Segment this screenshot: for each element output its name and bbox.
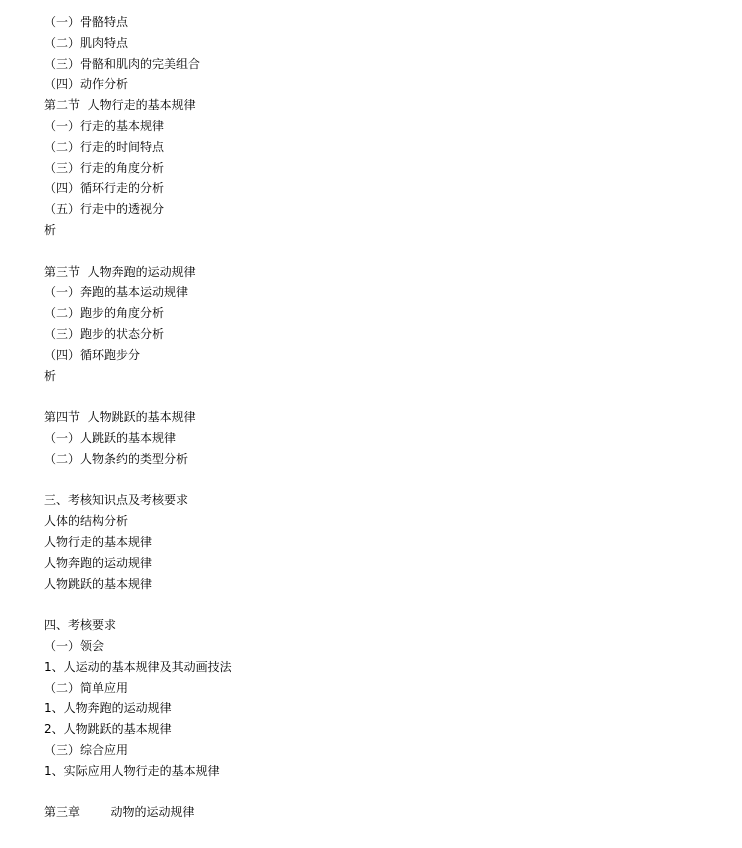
list-item: 人物跳跃的基本规律 bbox=[44, 576, 153, 591]
list-item: （三）跑步的状态分析 bbox=[44, 326, 165, 341]
list-item: （三）综合应用 bbox=[44, 742, 129, 757]
list-item: 1、实际应用人物行走的基本规律 bbox=[44, 763, 220, 778]
blank-line bbox=[44, 781, 724, 802]
list-item: （二）简单应用 bbox=[44, 680, 129, 695]
blank-line bbox=[44, 386, 724, 407]
blank-line bbox=[44, 594, 724, 615]
document-body bbox=[44, 12, 724, 823]
list-item: （三）骨骼和肌肉的完美组合 bbox=[44, 56, 201, 71]
list-item: 人物行走的基本规律 bbox=[44, 534, 153, 549]
section-heading: 三、考核知识点及考核要求 bbox=[44, 493, 189, 508]
list-item: （二）人物条约的类型分析 bbox=[44, 451, 189, 466]
list-item: （三）行走的角度分析 bbox=[44, 160, 165, 175]
section-heading: 四、考核要求 bbox=[44, 618, 117, 633]
list-item: 1、人物奔跑的运动规律 bbox=[44, 701, 172, 716]
list-item: （二）肌肉特点 bbox=[44, 35, 129, 50]
list-item: 1、人运动的基本规律及其动画技法 bbox=[44, 659, 232, 674]
list-item: （一）领会 bbox=[44, 638, 105, 653]
list-item: （四）循环行走的分析 bbox=[44, 181, 165, 196]
list-item: （五）行走中的透视分 bbox=[44, 202, 165, 217]
list-item: （一）骨骼特点 bbox=[44, 15, 129, 29]
list-item: （一）人跳跃的基本规律 bbox=[44, 430, 177, 445]
section-heading: 第四节 人物跳跃的基本规律 bbox=[44, 410, 196, 425]
section-heading: 第三节 人物奔跑的运动规律 bbox=[44, 264, 196, 279]
list-item-continuation: 析 bbox=[44, 368, 57, 383]
list-item: （四）动作分析 bbox=[44, 77, 129, 92]
list-item: 人物奔跑的运动规律 bbox=[44, 555, 153, 570]
list-item: （一）行走的基本规律 bbox=[44, 118, 165, 133]
chapter-heading: 第三章 动物的运动规律 bbox=[44, 805, 195, 820]
list-item: （二）行走的时间特点 bbox=[44, 139, 165, 154]
list-item: （二）跑步的角度分析 bbox=[44, 306, 165, 321]
list-item: （一）奔跑的基本运动规律 bbox=[44, 285, 189, 300]
list-item: （四）循环跑步分 bbox=[44, 347, 141, 362]
blank-line bbox=[44, 241, 724, 262]
blank-line bbox=[44, 470, 724, 491]
list-item: 2、人物跳跃的基本规律 bbox=[44, 722, 172, 737]
list-item: 人体的结构分析 bbox=[44, 514, 129, 529]
section-heading: 第二节 人物行走的基本规律 bbox=[44, 98, 196, 113]
list-item-continuation: 析 bbox=[44, 222, 57, 237]
